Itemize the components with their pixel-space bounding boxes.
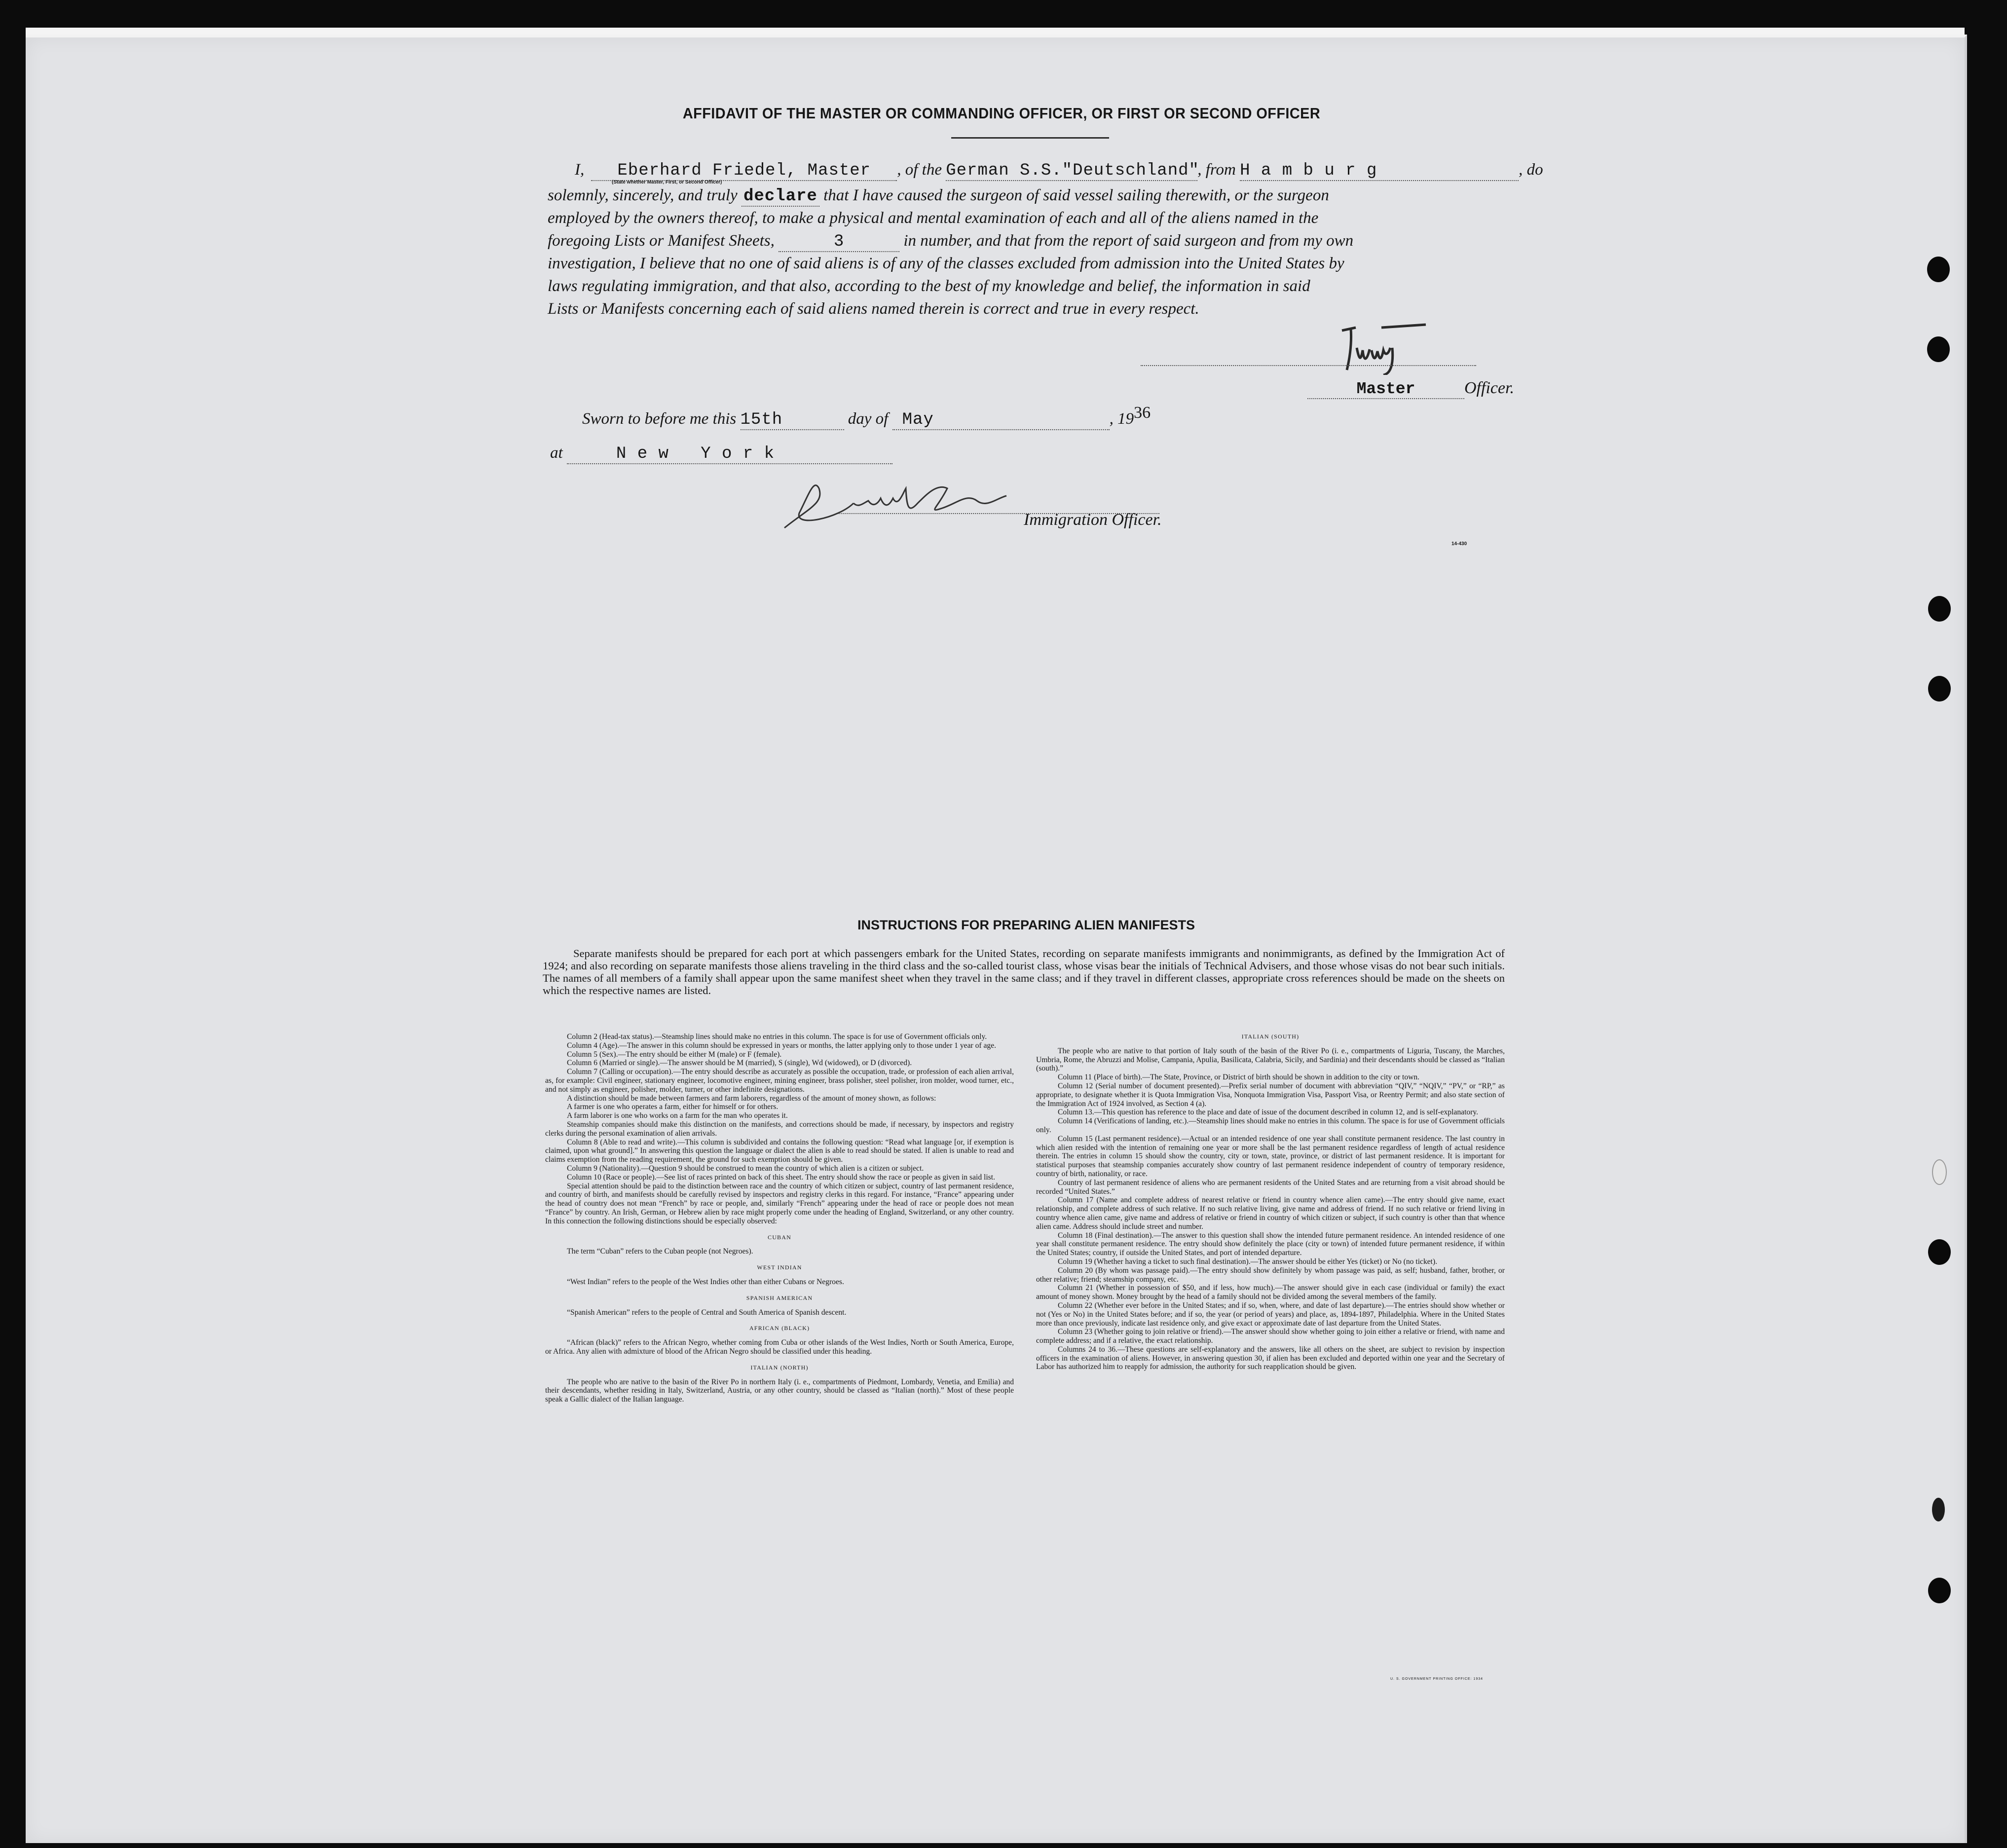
right-paragraph: Column 21 (Whether in possession of $50, and if less, how much).—The answer should give in each case (individual or family) the exact amount of money shown. Money brought by the head of a family should not be divided among the several members of the family. — [1036, 1284, 1505, 1301]
left-paragraph: Column 2 (Head-tax status).—Steamship lines should make no entries in this column. The space is for use of Government officials only. — [567, 1033, 987, 1041]
officer-name-field: Eberhard Friedel, Master — [591, 161, 897, 181]
from-label: , from — [1197, 161, 1236, 179]
cuban-text: The term “Cuban” refers to the Cuban people (not Negroes). — [567, 1247, 753, 1256]
west-indian-text: “West Indian” refers to the people of the West Indies other than either Cubans or Negroes. — [567, 1277, 844, 1286]
officer-label: Officer. — [1464, 379, 1515, 397]
right-paragraph: Column 22 (Whether ever before in the United States; and if so, when, where, and date of last departure).—The entries should show whether or not (Yes or No) in the United States before; and if so, the year (or period of years) and place, as, 1894-1897, Philadelphia. Where in the United States more than once previously, indicate last residence only, and give exact or approximate date of last departure from the United States. — [1036, 1301, 1505, 1328]
west-indian-heading: WEST INDIAN — [757, 1264, 802, 1271]
binder-hole — [1928, 676, 1951, 702]
sworn-pre: Sworn to before me this — [582, 410, 737, 428]
vessel-field: German S.S."Deutschland" — [946, 161, 1199, 180]
left-paragraph: Column 7 (Calling or occupation).—The entry should describe as accurately as possible the occupation, trade, or profession of each alien arrival, as, for example: Civil engineer, stationary engineer, locomotive engineer, mining engineer, brass polisher, steel polisher, iron molder, wood turner, etc., and not simply as engineer, polisher, molder, turner, or other indefinite designations. — [545, 1068, 1014, 1094]
right-paragraph: Country of last permanent residence of aliens who are permanent residents of the United States and are returning from a visit abroad should be recorded “United States.” — [1036, 1178, 1505, 1196]
right-paragraph: Column 20 (By whom was passage paid).—The entry should show definitely by whom passage was paid, as self; husband, father, brother, or other relative; friend; steamship company, etc. — [1036, 1266, 1505, 1284]
right-paragraph: Column 18 (Final destination).—The answer to this question shall show the intended future permanent residence. An intended residence of one year shall constitute permanent residence. The entry should show definitely the place (city or town) of intended future permanent residence, if within the United States; country, if outside the United States, and port of intended departure. — [1036, 1231, 1505, 1257]
title-rule — [951, 137, 1109, 139]
right-paragraph: Columns 24 to 36.—These questions are self-explanatory and the answers, like all others on the sheet, are subject to revision by inspection officers in the examination of aliens. However, in answering question 30, if alien has been excluded and deported within one year and the Secretary of Labor has authorized him to reapply for admission, the authority for such reapplication should be given. — [1036, 1345, 1505, 1371]
left-paragraph: A distinction should be made between farmers and farm laborers, regardless of the amount of money shown, as follows: — [567, 1094, 936, 1103]
do-label: , do — [1519, 161, 1543, 179]
line4-post: in number, and that from the report of said surgeon and from my own — [903, 232, 1354, 250]
right-paragraph: The people who are native to that portion of Italy south of the basin of the River Po (i. e., compartments of Liguria, Tuscany, the Marches, Umbria, Rome, the Abruzzi and Molise, Campania, Apulia, Basilicata, Calabria, Sicily, and Sardinia) and their descendants should be classed as “Italian (south).” — [1036, 1046, 1505, 1073]
binder-hole — [1932, 1159, 1947, 1185]
declare-field: declare — [742, 187, 819, 207]
affidavit-line-7: Lists or Manifests concerning each of said aliens named therein is correct and true in every respect. — [548, 300, 1199, 318]
instructions-left-column — [545, 1033, 1014, 1404]
affidavit-line-6: laws regulating immigration, and that also, according to the best of my knowledge and belief, the information in said — [548, 277, 1310, 295]
instructions-intro: Separate manifests should be prepared for each port at which passengers embark for the United States, recording on separate manifests immigrants and nonimmigrants, as defined by the Immigration Act of 1924; and also recording on separate manifests those aliens traveling in the third class and the so-called tourist class, whose visas bear the initials of Technical Advisers, and those whose visas do not bear such initials. The names of all members of a family shall appear upon the same manifest sheet when they travel in the same class; and if they travel in different classes, appropriate cross references should be made on the sheets on which the respective names are listed. — [543, 947, 1505, 997]
spanish-american-heading: SPANISH AMERICAN — [746, 1294, 813, 1301]
affidavit-title: AFFIDAVIT OF THE MASTER OR COMMANDING OFFICER, OR FIRST OR SECOND OFFICER — [682, 105, 1321, 122]
african-text: “African (black)” refers to the African Negro, whether coming from Cuba or other islands of the West Indies, North or South America, Europe, or Africa. Any alien with admixture of blood of the African Negro should be classified under this heading. — [545, 1338, 1014, 1356]
line2-post: that I have caused the surgeon of said vessel sailing therewith, or the surgeon — [823, 186, 1329, 204]
italian-north-text: The people who are native to the basin of the River Po in northern Italy (i. e., compartments of Piedmont, Lombardy, Venetia, and Emilia) and their descendants, whether residing in Italy, Switzerland, Austria, or any other country, should be classed as “Italian (north).” Most of these people speak a Gallic dialect of the Italian language. — [545, 1377, 1014, 1404]
right-paragraph: Column 19 (Whether having a ticket to such final destination).—The answer should be either Yes (ticket) or No (no ticket). — [1058, 1257, 1438, 1266]
master-signature — [1332, 321, 1470, 375]
binder-hole — [1928, 1239, 1951, 1265]
right-paragraph: Column 23 (Whether going to join relative or friend).—The answer should show whether going to join either a relative or friend, with name and complete address; and if a relative, the exact relationship. — [1036, 1328, 1505, 1345]
line4-pre: foregoing Lists or Manifest Sheets, — [548, 232, 775, 250]
affidavit-line-2 — [548, 186, 1329, 207]
binder-hole — [1927, 257, 1950, 282]
sheets-count-field: 3 — [779, 232, 899, 252]
binder-hole — [1928, 1578, 1951, 1603]
place-line — [550, 444, 892, 464]
spanish-american-text: “Spanish American” refers to the people of Central and South America of Spanish descent. — [567, 1308, 847, 1317]
left-paragraph: Steamship companies should make this distinction on the manifests, and corrections should be made, if necessary, by inspectors and registry clerks during the personal examination of alien arrivals. — [545, 1120, 1014, 1138]
left-paragraph: Column 8 (Able to read and write).—This column is subdivided and contains the following question: “Read what language [or, if exemption is claimed, upon what ground].” In answering this question the language or dialect the alien is able to read should be stated. If alien is unable to read and claims exemption from the reading requirement, the ground for such exemption should be given. — [545, 1138, 1014, 1164]
month-field: May — [892, 410, 1110, 430]
left-paragraph: Column 5 (Sex).—The entry should be either M (male) or F (female). — [567, 1050, 782, 1059]
binder-hole — [1927, 336, 1950, 362]
right-paragraph: Column 13.—This question has reference to the place and date of issue of the document described in column 12, and is self-explanatory. — [1058, 1108, 1479, 1117]
officer-rank: Master — [1307, 379, 1464, 399]
place-field: N e w Y o r k — [567, 444, 892, 464]
right-paragraph: Column 11 (Place of birth).—The State, Province, or District of birth should be shown in addition to the city or town. — [1058, 1073, 1420, 1082]
state-note: (State whether Master, First, or Second Officer) — [612, 180, 722, 185]
left-paragraph: A farm laborer is one who works on a farm for the man who operates it. — [567, 1111, 788, 1120]
binder-hole — [1932, 1498, 1945, 1521]
left-paragraph: Column 4 (Age).—The answer in this column should be expressed in years or months, the latter applying only to those under 1 year of age. — [567, 1041, 997, 1050]
affidavit-line-4 — [548, 232, 1353, 252]
left-paragraph: A farmer is one who operates a farm, either for himself or for others. — [567, 1103, 779, 1111]
right-paragraph: Column 14 (Verifications of landing, etc.).—Steamship lines should make no entries in this column. The space is for use of Government officials only. — [1036, 1117, 1505, 1134]
cuban-heading: CUBAN — [767, 1233, 791, 1241]
affidavit-line-5: investigation, I believe that no one of said aliens is of any of the classes excluded from admission into the United States by — [548, 255, 1344, 272]
master-signature-line — [1141, 365, 1476, 366]
pronoun: I, — [575, 161, 585, 179]
day-of: day of — [848, 410, 889, 428]
sheet-top-edge — [26, 28, 1965, 35]
port-field: H a m b u r g — [1240, 161, 1519, 181]
printing-office-note: U. S. GOVERNMENT PRINTING OFFICE: 1934 — [1390, 1677, 1484, 1681]
immigration-caption: Immigration Officer. — [1024, 511, 1162, 529]
form-code: 14-430 — [1451, 541, 1467, 547]
right-paragraph: Column 12 (Serial number of document presented).—Prefix serial number of document with abbreviation “QIV,” “NQIV,” “PV,” or “RP,” as appropriate, to designate whether it is Quota Immigration Visa, Nonquota Immigration Visa, Passport Visa, or Reentry Permit; and also state section of the Immigration Act of 1924 involved, as Section 4 (a). — [1036, 1081, 1505, 1108]
african-heading: AFRICAN (BLACK) — [749, 1325, 810, 1332]
left-paragraph: Column 6 (Married or single).—The answer should be M (married), S (single), Wd (widowed), or D (divorced). — [567, 1059, 912, 1068]
of-the: , of the — [897, 161, 942, 179]
affidavit-line-3: employed by the owners thereof, to make a physical and mental examination of each and all of the aliens named in the — [548, 209, 1319, 227]
instructions-title: INSTRUCTIONS FOR PREPARING ALIEN MANIFESTS — [857, 918, 1195, 932]
year-prefix: , 19 — [1109, 410, 1134, 428]
left-paragraph: Special attention should be paid to the distinction between race and the country of which citizen or subject, country of last permanent residence, and country of birth, and manifests should be carefully revised by inspectors and registry clerks in this regard. For instance, “France” appearing under the head of country does not mean “French” by race or people, and, similarly “French” appearing under the head of race or people does not mean “France” by country. An Irish, German, or Hebrew alien by race might properly come under the heading of England, Switzerland, or any other country. In this connection the following distinctions should be especially observed: — [545, 1182, 1014, 1225]
left-paragraph: Column 9 (Nationality).—Question 9 should be construed to mean the country of which alien is a citizen or subject. — [567, 1164, 924, 1173]
right-paragraph: Column 17 (Name and complete address of nearest relative or friend in country whence alien came).—The entry should give name, exact relationship, and complete address of such relative. If no such relative living, give name and address of friend. If no such relative or friend living in country whence alien came, give name and address of relative or friend in country of which citizen or subject, if such country is other than that whence alien came. Address should include street and number. — [1036, 1196, 1505, 1231]
binder-hole — [1928, 596, 1951, 622]
line2-pre: solemnly, sincerely, and truly — [548, 186, 738, 204]
left-paragraph: Column 10 (Race or people).—See list of races printed on back of this sheet. The entry should show the race or people as given in said list. — [567, 1173, 995, 1182]
year-suffix: 36 — [1134, 404, 1151, 422]
officer-caption — [1307, 379, 1514, 399]
at-label: at — [550, 444, 563, 462]
right-paragraph: Column 15 (Last permanent residence).—Actual or an intended residence of one year shall constitute permanent residence. The last country in which alien resided with the intention of remaining one year or more shall be the last permanent residence regardless of length of actual residence therein. The entries in column 15 should show the country, city or town, state, province, or district of last permanent residence. It is important for statistical purposes that steamship companies accurately show country of last permanent residence independent of country of temporary residence, country of birth, nationality, or race. — [1036, 1134, 1505, 1178]
italian-north-heading: ITALIAN (NORTH) — [750, 1364, 809, 1371]
italian-south-heading: ITALIAN (SOUTH) — [1241, 1033, 1300, 1040]
instructions-right-column — [1036, 1033, 1505, 1371]
affidavit-line-1 — [575, 161, 1543, 181]
sworn-line — [582, 404, 1151, 430]
immigration-officer-signature — [780, 474, 1056, 543]
day-field: 15th — [741, 410, 844, 430]
